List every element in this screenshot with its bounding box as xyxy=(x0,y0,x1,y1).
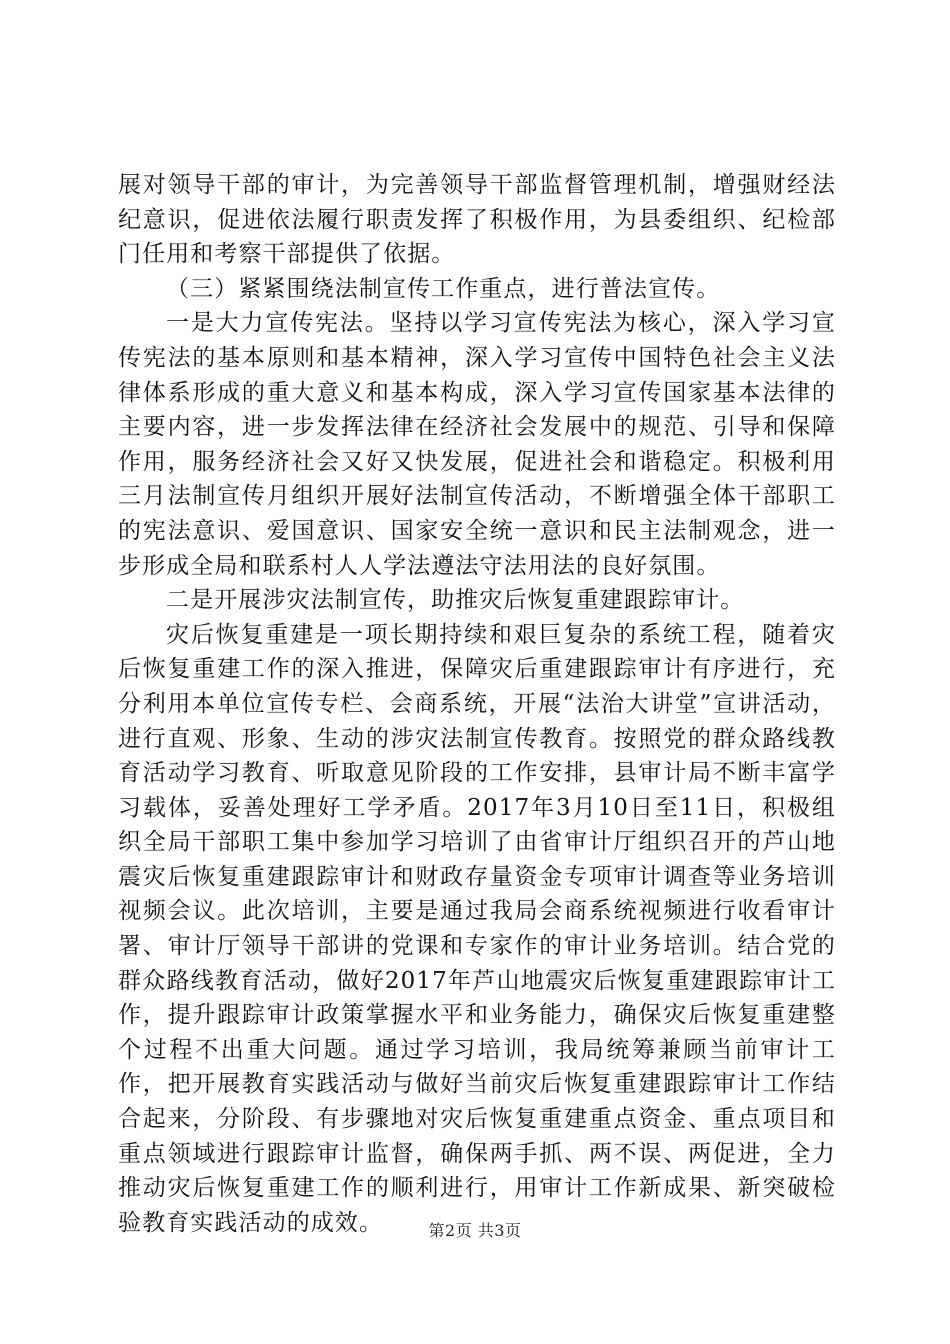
page-number-footer: 第2页 共3页 xyxy=(428,1221,522,1240)
paragraph-constitution-publicity: 一是大力宣传宪法。坚持以学习宣传宪法为核心，深入学习宣传宪法的基本原则和基本精神，深入学习宣传中国特色社会主义法律体系形成的重大意义和基本构成，深入学习宣传国家基本法律的主要内容，进一步发挥法律在经济社会发展中的规范、引导和保障作用，服务经济社会又好又快发展，促进社会和谐稳定。积极利用三月法制宣传月组织开展好法制宣传活动，不断增强全体干部职工的宪法意识、爱国意识、国家安全统一意识和民主法制观念，进一步形成全局和联系村人人学法遵法守法用法的良好氛围。 xyxy=(118,310,836,579)
document-body xyxy=(118,168,836,1240)
paragraph-disaster-reconstruction: 灾后恢复重建是一项长期持续和艰巨复杂的系统工程，随着灾后恢复重建工作的深入推进，保障灾后重建跟踪审计有序进行，充分利用本单位宣传专栏、会商系统，开展“法治大讲堂”宣讲活动，进行直观、形象、生动的涉灾法制宣传教育。按照党的群众路线教育活动学习教育、听取意见阶段的工作安排，县审计局不断丰富学习载体，妥善处理好工学矛盾。2017年3月10日至11日，积极组织全局干部职工集中参加学习培训了由省审计厅组织召开的芦山地震灾后恢复重建跟踪审计和财政存量资金专项审计调查等业务培训视频会议。此次培训，主要是通过我局会商系统视频进行收看审计署、审计厅领导干部讲的党课和专家作的审计业务培训。结合党的群众路线教育活动，做好2017年芦山地震灾后恢复重建跟踪审计工作，提升跟踪审计政策掌握水平和业务能力，确保灾后恢复重建整个过程不出重大问题。通过学习培训，我局统筹兼顾当前审计工作，把开展教育实践活动与做好当前灾后恢复重建跟踪审计工作结合起来，分阶段、有步骤地对灾后恢复重建重点资金、重点项目和重点领域进行跟踪审计监督，确保两手抓、两不误、两促进，全力推动灾后恢复重建工作的顺利进行，用审计工作新成果、新突破检验教育实践活动的成效。 xyxy=(118,621,836,1236)
paragraph-continuation: 展对领导干部的审计，为完善领导干部监督管理机制，增强财经法纪意识，促进依法履行职责发挥了积极作用，为县委组织、纪检部门任用和考察干部提供了依据。 xyxy=(118,172,836,268)
section-heading-3: （三）紧紧围绕法制宣传工作重点，进行普法宣传。 xyxy=(166,275,721,302)
paragraph-disaster-law-heading: 二是开展涉灾法制宣传，助推灾后恢复重建跟踪审计。 xyxy=(166,587,745,614)
